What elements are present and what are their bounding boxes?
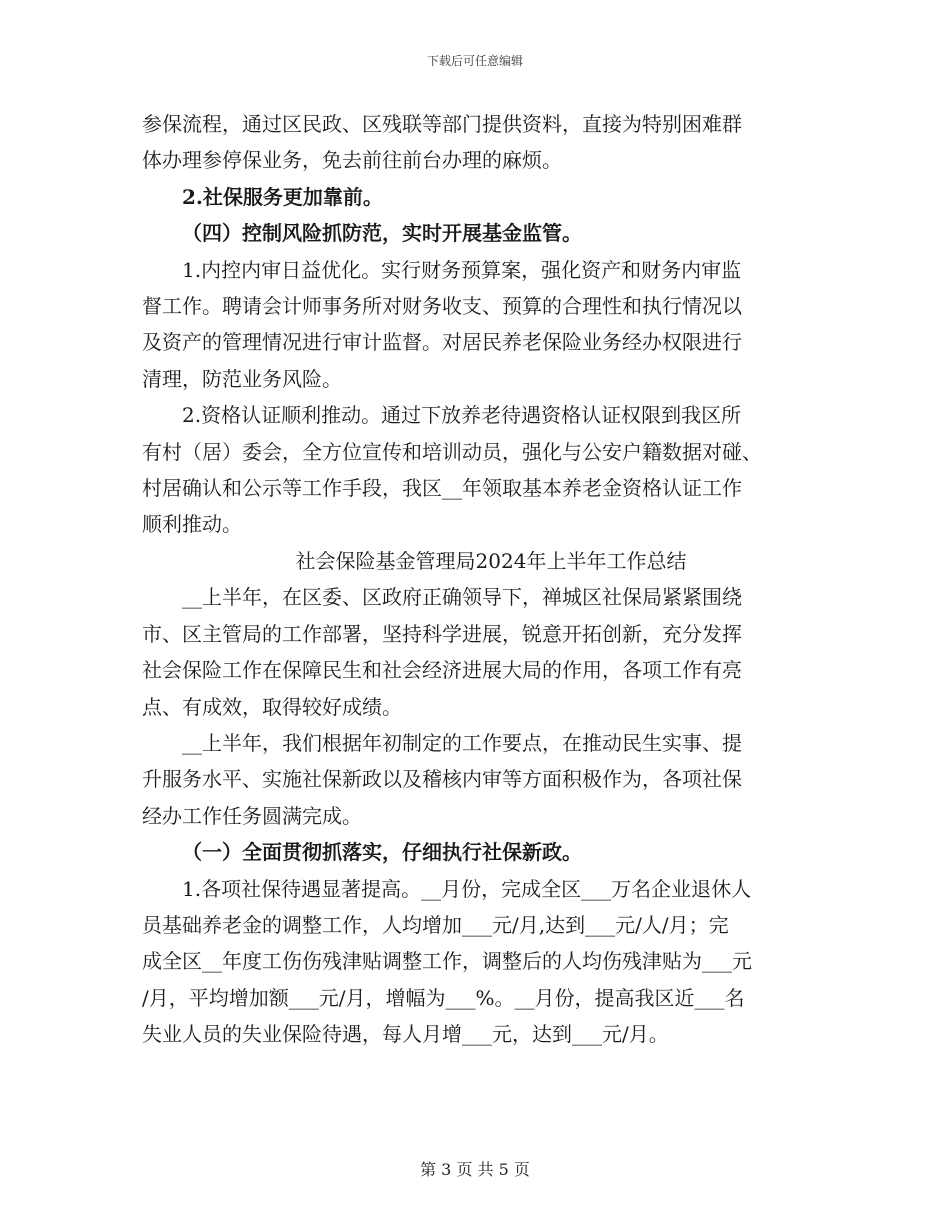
paragraph-line: 顺利推动。 <box>142 512 242 537</box>
paragraph-line: 1.各项社保待遇显著提高。__月份，完成全区___万名企业退休人 <box>182 876 752 901</box>
paragraph-line: 失业人员的失业保险待遇，每人月增___元，达到___元/月。 <box>142 1022 669 1047</box>
paragraph-line: 经办工作任务圆满完成。 <box>142 803 362 828</box>
paragraph-line: 2.资格认证顺利推动。通过下放养老待遇资格认证权限到我区所 <box>182 403 742 428</box>
paragraph-line: __上半年，在区委、区政府正确领导下，禅城区社保局紧紧围绕 <box>182 585 742 610</box>
paragraph-line: /月，平均增加额___元/月，增幅为___%。__月份，提高我区近___名 <box>142 985 745 1010</box>
paragraph-line: 有村（居）委会，全方位宣传和培训动员，强化与公安户籍数据对碰、 <box>142 439 762 464</box>
paragraph-line: 清理，防范业务风险。 <box>142 366 342 391</box>
paragraph-line: 及资产的管理情况进行审计监督。对居民养老保险业务经办权限进行 <box>142 330 742 355</box>
paragraph-line: 1.内控内审日益优化。实行财务预算案，强化资产和财务内审监 <box>182 257 742 282</box>
paragraph-line: 督工作。聘请会计师事务所对财务收支、预算的合理性和执行情况以 <box>142 294 742 319</box>
paragraph-line: 市、区主管局的工作部署，坚持科学进展，锐意开拓创新，充分发挥 <box>142 621 742 646</box>
paragraph-line: 社会保险工作在保障民生和社会经济进展大局的作用，各项工作有亮 <box>142 658 742 683</box>
paragraph-line: 员基础养老金的调整工作，人均增加___元/月,达到___元/人/月；完 <box>142 912 729 937</box>
paragraph-line: 体办理参停保业务，免去前往前台办理的麻烦。 <box>142 148 562 173</box>
paragraph-line: 村居确认和公示等工作手段，我区__年领取基本养老金资格认证工作 <box>142 476 742 501</box>
page-number-footer: 第 3 页 共 5 页 <box>420 1160 530 1179</box>
document-title: 社会保险基金管理局2024年上半年工作总结 <box>295 548 687 573</box>
paragraph-line: __上半年，我们根据年初制定的工作要点，在推动民生实事、提 <box>182 730 742 755</box>
section-heading: 2.社保服务更加靠前。 <box>182 184 383 209</box>
paragraph-line: 升服务水平、实施社保新政以及稽核内审等方面积极作为，各项社保 <box>142 767 742 792</box>
paragraph-line: 点、有成效，取得较好成绩。 <box>142 694 402 719</box>
section-heading: （四）控制风险抓防范，实时开展基金监管。 <box>182 221 582 246</box>
paragraph-line: 成全区__年度工伤伤残津贴调整工作，调整后的人均伤残津贴为___元 <box>142 949 752 974</box>
paragraph-line: 参保流程，通过区民政、区残联等部门提供资料，直接为特别困难群 <box>142 112 742 136</box>
document-body <box>142 106 800 1053</box>
section-heading: （一）全面贯彻抓落实，仔细执行社保新政。 <box>182 840 582 865</box>
page-header-note: 下载后可任意编辑 <box>426 54 523 68</box>
